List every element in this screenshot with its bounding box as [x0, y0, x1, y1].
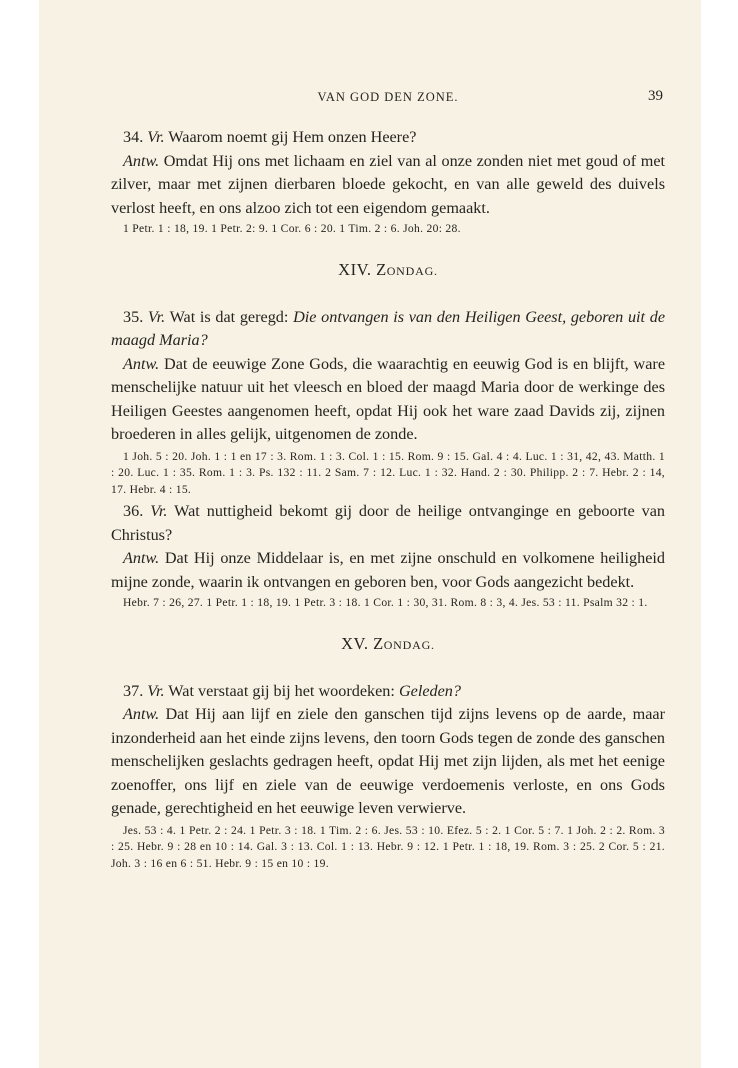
question-number: 37. — [123, 681, 144, 700]
answer-text: Omdat Hij ons met lichaam en ziel van al onze zonden niet met goud of met zilver, maar met zijnen dierbaren bloede gekocht, en van alle geweld des duivels verlost heeft, en ons alzoo zich tot een eigendom gemaakt. — [111, 151, 665, 217]
antw-label: Antw. — [123, 354, 160, 373]
question-block-37 — [111, 680, 665, 873]
question-block-35 — [111, 306, 665, 499]
answer-text: Dat de eeuwige Zone Gods, die waarachtig en eeuwig God is en blijft, ware menschelijke natuur uit het vleesch en bloed der maagd Maria door de werkinge des Heiligen Geestes aangenomen heeft, opdat Hij ook het ware zaad Davids zij, zijnen broederen in alles gelijk, uitgenomen de zonde. — [111, 354, 666, 443]
answer-36 — [111, 547, 665, 594]
question-quote: Die ontvangen is van den Heiligen Geest, geboren uit de maagd Maria? — [111, 307, 666, 349]
answer-35 — [111, 353, 665, 447]
question-34 — [111, 126, 665, 150]
question-quote: Geleden? — [398, 681, 461, 700]
question-block-34 — [111, 126, 665, 238]
question-number: 34. — [123, 128, 144, 146]
answer-34 — [111, 150, 665, 221]
question-37 — [111, 680, 665, 704]
vr-label: Vr. — [147, 307, 166, 326]
antw-label: Antw. — [123, 151, 160, 170]
section-heading-xv — [111, 634, 665, 654]
vr-label: Vr. — [150, 502, 168, 520]
answer-37 — [111, 703, 665, 821]
references-34: 1 Petr. 1 : 18, 19. 1 Petr. 2: 9. 1 Cor. 6 : 20. 1 Tim. 2 : 6. Joh. 20: 28. — [123, 222, 461, 235]
question-block-36 — [111, 500, 665, 612]
question-text: Waarom noemt gij Hem onzen Heere? — [168, 128, 417, 146]
references-35: 1 Joh. 5 : 20. Joh. 1 : 1 en 17 : 3. Rom. 1 : 3. Col. 1 : 15. Rom. 9 : 15. Gal. 4 : 4. Luc. 1 : 31, 42, 43. Matth. 1 : 20. Luc. 1 : 35. Rom. 1 : 3. Ps. 132 : 11. 2 Sam. 7 : 12. Luc. 1 : 32. Hand. 2 : 30. Philipp. 2 : 7. Hebr. 2 : 14, 17. Hebr. 4 : 15. — [111, 449, 665, 496]
section-word-initial: Z — [373, 633, 384, 653]
page-content — [111, 90, 665, 872]
running-head-title: VAN GOD DEN ZONE. — [317, 90, 459, 104]
section-word-rest: ONDAG. — [386, 263, 438, 278]
section-numeral: XIV. — [338, 259, 372, 279]
question-35 — [111, 306, 665, 353]
antw-label: Antw. — [123, 705, 160, 723]
question-text: Wat nuttigheid bekomt gij door de heilige ontvanginge en geboorte van Christus? — [111, 502, 665, 544]
answer-text: Dat Hij onze Middelaar is, en met zijne onschuld en volkomene heiligheid mijne zonde, waarin ik ontvangen en geboren ben, voor Gods aangezicht bedekt. — [111, 549, 665, 591]
section-word-rest: ONDAG. — [383, 637, 435, 652]
running-head — [111, 90, 665, 110]
vr-label: Vr. — [147, 128, 165, 146]
question-lead: Wat verstaat gij bij het woordeken: — [168, 681, 395, 700]
question-number: 36. — [123, 502, 144, 520]
question-36 — [111, 500, 665, 547]
references-36: Hebr. 7 : 26, 27. 1 Petr. 1 : 18, 19. 1 Petr. 3 : 18. 1 Cor. 1 : 30, 31. Rom. 8 : 3, 4. Jes. 53 : 11. Psalm 32 : 1. — [123, 596, 648, 609]
answer-text: Dat Hij aan lijf en ziele den ganschen tijd zijns levens op de aarde, maar inzonderheid aan het einde zijns levens, den toorn Gods tegen de zonde des ganschen menschelijken geslachts gedragen heeft, opdat Hij met zijn lijden, als met het eenige zoenoffer, ons lijf en ziele van de eeuwige verdoemenis verloste, en ons Gods genade, gerechtigheid en het eeuwige leven verwierve. — [111, 705, 666, 817]
book-page — [39, 0, 701, 1068]
page-number: 39 — [648, 88, 663, 104]
references-37: Jes. 53 : 4. 1 Petr. 2 : 24. 1 Petr. 3 : 18. 1 Tim. 2 : 6. Jes. 53 : 10. Efez. 5 : 2. 1 Cor. 5 : 7. 1 Joh. 2 : 2. Rom. 3 : 25. Hebr. 9 : 28 en 10 : 14. Gal. 3 : 13. Col. 1 : 13. Hebr. 9 : 12. 1 Petr. 1 : 18, 19. Rom. 3 : 25. 2 Cor. 5 : 21. Joh. 3 : 16 en 6 : 51. Hebr. 9 : 15 en 10 : 19. — [111, 823, 665, 870]
vr-label: Vr. — [147, 681, 165, 700]
question-number: 35. — [123, 307, 144, 326]
section-word-initial: Z — [376, 259, 387, 279]
section-heading-xiv — [111, 260, 665, 280]
section-numeral: XV. — [341, 633, 369, 653]
question-lead: Wat is dat geregd: — [169, 307, 289, 326]
antw-label: Antw. — [123, 549, 160, 567]
